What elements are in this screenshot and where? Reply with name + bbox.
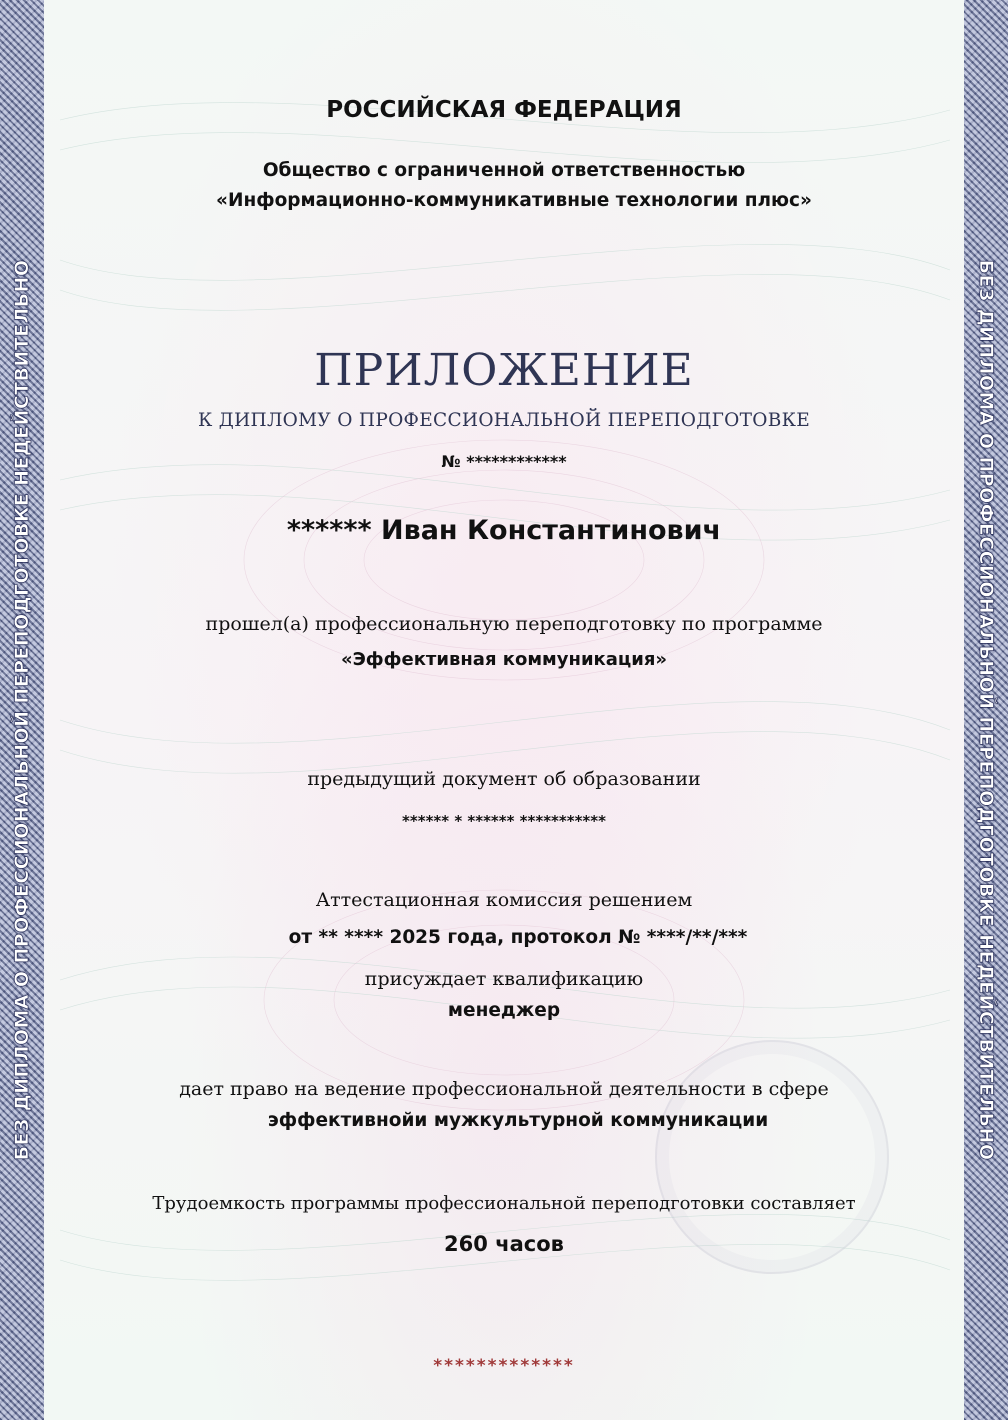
previous-document-value: ****** * ****** *********** — [402, 812, 606, 830]
serial-number: ************* — [433, 1356, 575, 1376]
decision-details: от ** **** 2025 года, протокол № ****/**/*** — [288, 927, 748, 948]
left-border-text: БЕЗ ДИПЛОМА О ПРОФЕССИОНАЛЬНОЙ ПЕРЕПОДГОТОВКЕ НЕДЕЙСТВИТЕЛЬНО — [11, 259, 33, 1161]
holder-name: ****** Иван Константинович — [286, 515, 722, 546]
activity-sphere: эффективнойи мужкультурной коммуникации — [267, 1110, 769, 1131]
right-border-text: БЕЗ ДИПЛОМА О ПРОФЕССИОНАЛЬНОЙ ПЕРЕПОДГОТОВКЕ НЕДЕЙСТВИТЕЛЬНО — [975, 259, 997, 1161]
rights-text: дает право на ведение профессиональной деятельности в сфере — [179, 1078, 829, 1100]
document-title: ПРИЛОЖЕНИЕ — [314, 345, 694, 396]
qualification-value: менеджер — [447, 1000, 561, 1021]
document-number: № ************ — [441, 452, 567, 471]
previous-document-label: предыдущий документ об образовании — [307, 768, 701, 790]
document-subtitle: К ДИПЛОМУ О ПРОФЕССИОНАЛЬНОЙ ПЕРЕПОДГОТОВКЕ — [197, 410, 811, 431]
commission-text: Аттестационная комиссия решением — [315, 889, 693, 911]
program-name: «Эффективная коммуникация» — [340, 649, 668, 670]
organization-type: Общество с ограниченной ответственностью — [262, 160, 746, 181]
organization-name: «Информационно-коммуникативные технологии плюс» — [216, 190, 812, 211]
completed-text: прошел(а) профессиональную переподготовку по программе — [205, 613, 823, 635]
awards-text: присуждает квалификацию — [364, 968, 644, 990]
program-hours: 260 часов — [444, 1232, 564, 1256]
country-title: РОССИЙСКАЯ ФЕДЕРАЦИЯ — [326, 97, 682, 123]
labor-intensity-text: Трудоемкость программы профессиональной переподготовки составляет — [152, 1193, 856, 1214]
